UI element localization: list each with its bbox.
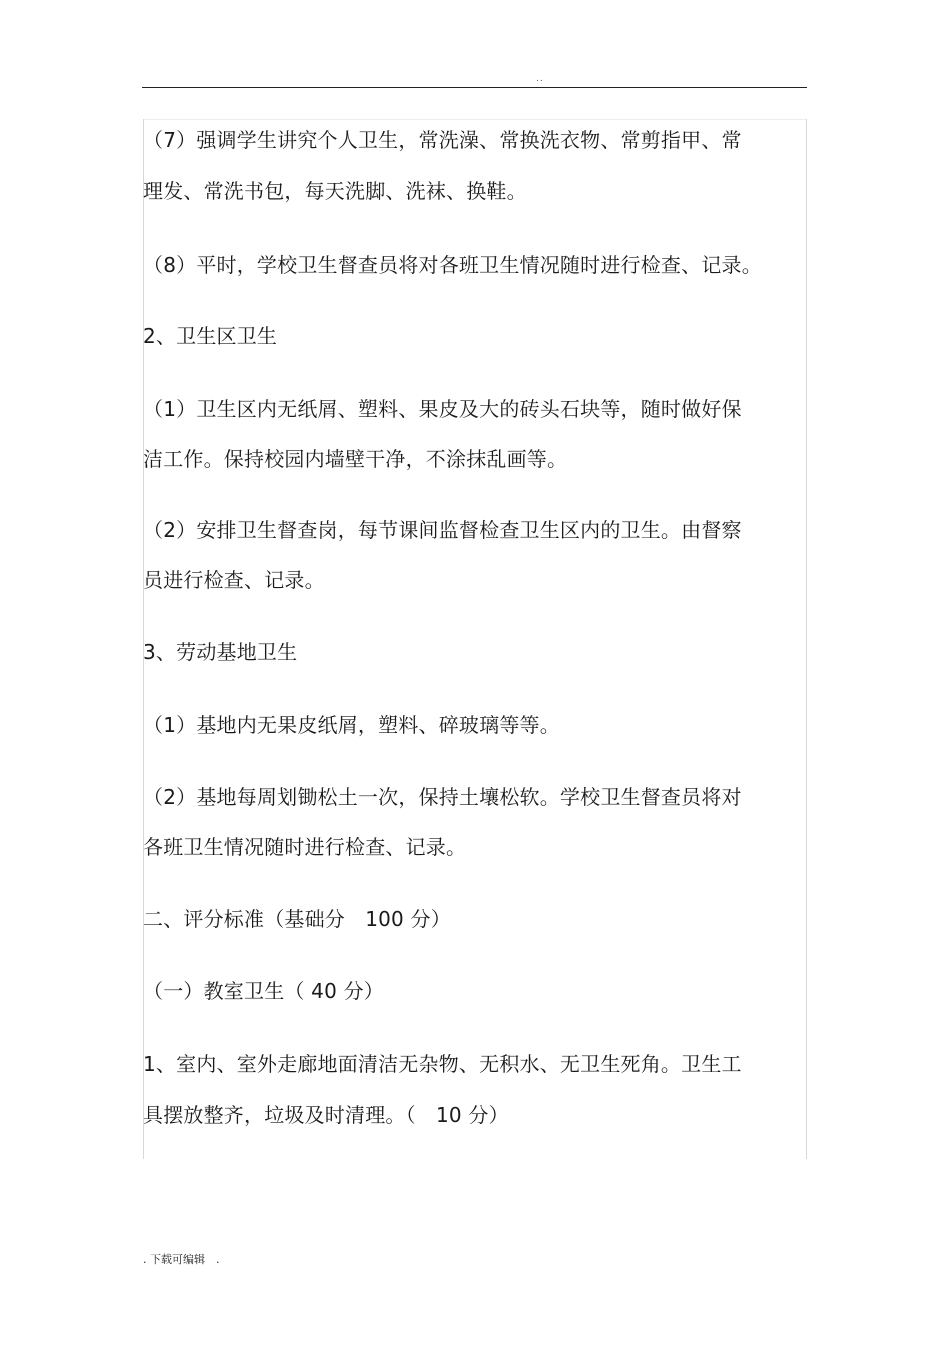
section-heading: 二、评分标准（基础分 100 分） [143, 907, 451, 931]
footer-note: . 下载可编辑 . [143, 1253, 220, 1266]
text-line: （8）平时，学校卫生督查员将对各班卫生情况随时进行检查、记录。 [143, 253, 762, 277]
text-line: 员进行检查、记录。 [143, 568, 325, 592]
text-line: 各班卫生情况随时进行检查、记录。 [143, 835, 467, 859]
text-line: （2）基地每周划锄松土一次，保持土壤松软。学校卫生督查员将对 [143, 785, 742, 809]
header-mark: .. [536, 74, 544, 84]
text-line: （1）基地内无果皮纸屑，塑料、碎玻璃等等。 [143, 713, 560, 737]
header-rule [142, 87, 807, 88]
text-line: （7）强调学生讲究个人卫生，常洗澡、常换洗衣物、常剪指甲、常 [143, 128, 742, 152]
text-line: 洁工作。保持校园内墙壁干净，不涂抹乱画等。 [143, 447, 568, 471]
text-line: 具摆放整齐，垃圾及时清理。（ 10 分） [143, 1103, 509, 1127]
page-frame-top [143, 119, 806, 120]
text-line: 1、室内、室外走廊地面清洁无杂物、无积水、无卫生死角。卫生工 [143, 1052, 742, 1076]
section-heading: （一）教室卫生（ 40 分） [143, 979, 384, 1003]
text-line: （2）安排卫生督查岗，每节课间监督检查卫生区内的卫生。由督察 [143, 518, 742, 542]
section-heading: 3、劳动基地卫生 [143, 640, 298, 664]
page-frame-right [806, 119, 807, 1159]
text-line: 理发、常洗书包，每天洗脚、洗袜、换鞋。 [143, 179, 527, 203]
text-line: （1）卫生区内无纸屑、塑料、果皮及大的砖头石块等，随时做好保 [143, 397, 742, 421]
section-heading: 2、卫生区卫生 [143, 324, 278, 348]
